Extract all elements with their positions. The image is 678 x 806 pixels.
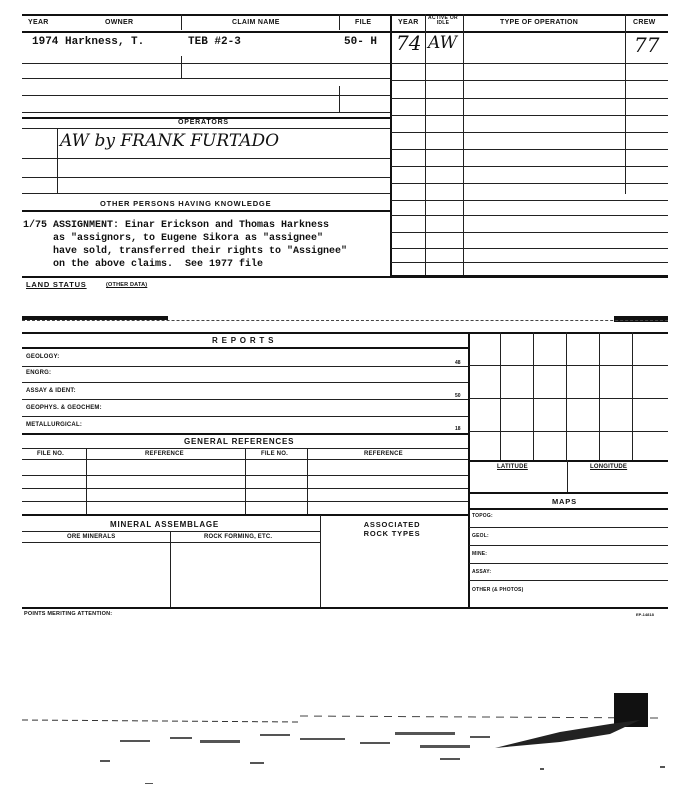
operators-entry: AW by FRANK FURTADO <box>60 131 280 151</box>
operators-title: OPERATORS <box>178 119 229 126</box>
land-status-subtitle: (OTHER DATA) <box>106 282 148 288</box>
header-file: FILE <box>355 19 372 26</box>
maps-geol: GEOL: <box>472 533 489 539</box>
scan-noise <box>0 690 678 806</box>
report-label-geology: GEOLOGY: <box>26 354 60 360</box>
header-claim-name: CLAIM NAME <box>232 19 280 26</box>
maps-title: MAPS <box>552 497 577 506</box>
form-number: EP-14818 <box>636 612 654 617</box>
longitude-label: LONGITUDE <box>590 464 628 470</box>
general-references-title: GENERAL REFERENCES <box>184 437 295 446</box>
ore-minerals-label: ORE MINERALS <box>67 534 116 540</box>
mineral-assemblage-title: MINERAL ASSEMBLAGE <box>110 520 220 529</box>
rock-forming-label: ROCK FORMING, ETC. <box>204 534 273 540</box>
land-status-title: LAND STATUS <box>26 280 87 289</box>
maps-mine: MINE: <box>472 551 488 557</box>
knowledge-line-3: have sold, transferred their rights to "Assignee" <box>23 246 348 257</box>
associated-rock-types-label: ASSOCIATED ROCK TYPES <box>363 520 421 538</box>
points-meriting-attention: POINTS MERITING ATTENTION: <box>24 611 113 617</box>
knowledge-line-4: on the above claims. See 1977 file <box>23 259 264 270</box>
header-year-2: YEAR <box>398 19 419 26</box>
record-claim-name: TEB #2-3 <box>188 36 241 48</box>
maps-assay: ASSAY: <box>472 569 492 575</box>
record-active-handwritten: AW <box>428 33 458 53</box>
knowledge-line-2: as "assignors, to Eugene Sikora as "assignee" <box>23 233 324 244</box>
maps-other-photos: OTHER (& PHOTOS) <box>472 587 524 593</box>
header-year: YEAR <box>28 19 49 26</box>
latitude-label: LATITUDE <box>497 464 528 470</box>
record-crew-handwritten: 77 <box>634 33 660 57</box>
header-type-of-operation: TYPE OF OPERATION <box>500 19 579 26</box>
report-num-assay: 50 <box>455 393 461 399</box>
maps-topog: TOPOG: <box>472 513 493 519</box>
knowledge-line-1: 1/75 ASSIGNMENT: Einar Erickson and Thomas Harkness <box>23 220 330 231</box>
header-active-or-idle: ACTIVE OR IDLE <box>428 15 458 26</box>
scan-smudge-right <box>614 316 668 322</box>
knowledge-title: OTHER PERSONS HAVING KNOWLEDGE <box>100 199 272 208</box>
header-crew: CREW <box>633 19 656 26</box>
record-year-handwritten: 74 <box>396 31 422 55</box>
gr-col-reference-2: REFERENCE <box>364 451 403 457</box>
gr-col-reference-1: REFERENCE <box>145 451 184 457</box>
reports-title: R E P O R T S <box>212 336 275 345</box>
report-label-geophys: GEOPHYS. & GEOCHEM: <box>26 405 102 411</box>
report-label-assay: ASSAY & IDENT: <box>26 388 76 394</box>
record-file: 50- H <box>344 36 378 48</box>
gr-col-file-no-2: FILE NO. <box>261 451 288 457</box>
gr-col-file-no-1: FILE NO. <box>37 451 64 457</box>
record-year-owner: 1974 Harkness, T. <box>32 36 145 48</box>
report-label-metallurgical: METALLURGICAL: <box>26 422 83 428</box>
header-owner: OWNER <box>105 19 134 26</box>
report-label-engrg: ENGRG: <box>26 370 52 376</box>
report-num-geology: 48 <box>455 360 461 366</box>
report-num-metallurgical: 18 <box>455 426 461 432</box>
